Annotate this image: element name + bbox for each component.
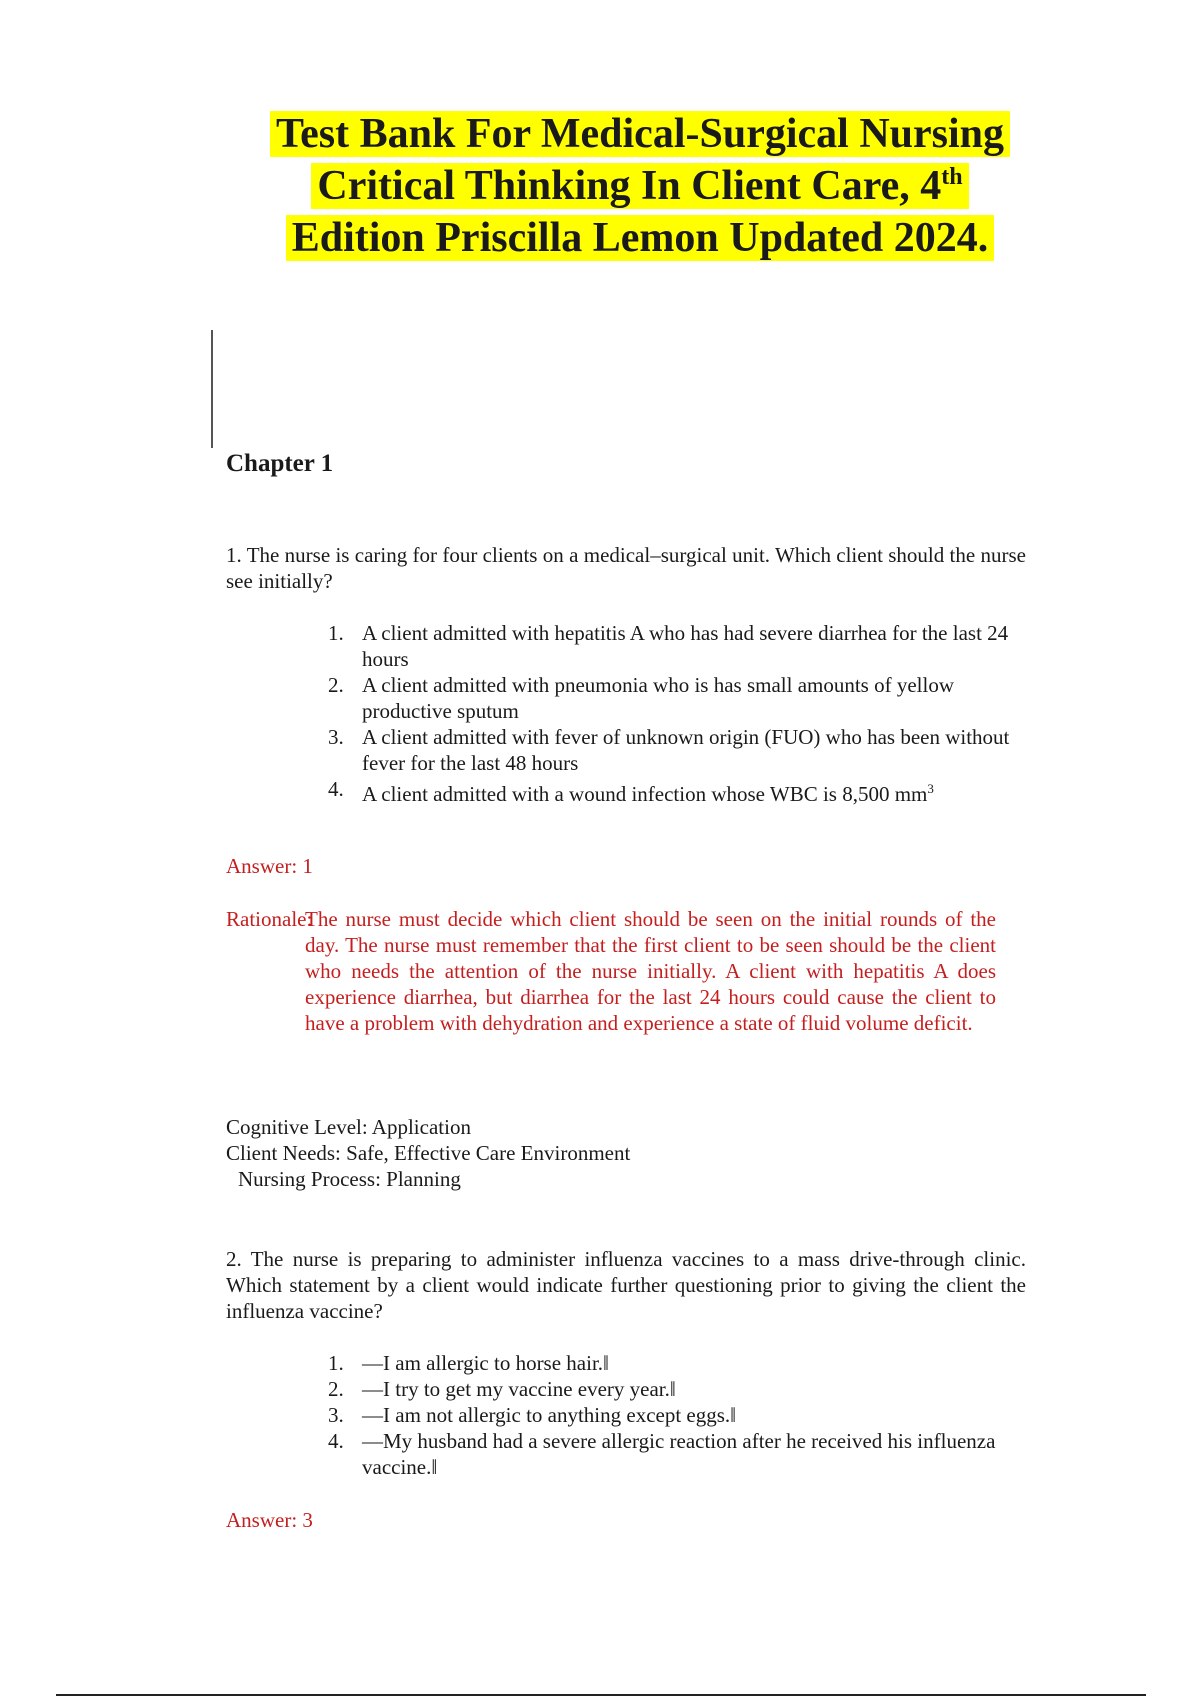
- option-item: [322, 620, 1022, 672]
- option-text: A client admitted with pneumonia who is has small amounts of yellow productive sputum: [362, 673, 954, 723]
- option-item: [322, 1428, 1022, 1480]
- question-text: The nurse is preparing to administer influenza vaccines to a mass drive-through clinic. Which statement by a client would indicate further questioning prior to giving the client the influenza vaccine?: [226, 1247, 1026, 1323]
- client-needs: Client Needs: Safe, Effective Care Environment: [226, 1141, 631, 1165]
- option-item: [322, 1376, 1022, 1402]
- option-number: 2.: [328, 673, 344, 697]
- option-text: —I am allergic to horse hair.‖: [362, 1351, 609, 1375]
- option-number: 2.: [328, 1377, 344, 1401]
- question-1-rationale: [226, 906, 996, 1036]
- nursing-process: Nursing Process: Planning: [238, 1167, 461, 1191]
- option-item: [322, 1402, 1022, 1428]
- rationale-text: The nurse must decide which client should be seen on the initial rounds of the day. The nurse must remember that the first client to be seen should be the client who needs the attention of the nurse initially. A client with hepatitis A does experience diarrhea, but diarrhea for the last 24 hours could cause the client to have a problem with dehydration and experience a state of fluid volume deficit.: [305, 907, 996, 1035]
- option-superscript: 3: [927, 781, 934, 796]
- option-item: [322, 1350, 1022, 1376]
- cognitive-level: Cognitive Level: Application: [226, 1115, 471, 1139]
- rationale-label: Rationale:: [226, 907, 313, 931]
- document-title: [230, 108, 1050, 264]
- option-number: 1.: [328, 621, 344, 645]
- option-text: —My husband had a severe allergic reaction after he received his influenza vaccine.‖: [362, 1429, 996, 1479]
- margin-bar: [211, 330, 213, 448]
- page-bottom-rule: [56, 1694, 1146, 1696]
- option-item: [322, 724, 1022, 776]
- option-text: A client admitted with a wound infection whose WBC is 8,500 mm: [362, 782, 928, 806]
- title-line-1: Test Bank For Medical-Surgical Nursing: [270, 111, 1010, 157]
- option-text: —I am not allergic to anything except eggs.‖: [362, 1403, 737, 1427]
- question-number: 1.: [226, 543, 242, 567]
- option-item: [322, 776, 1022, 807]
- option-number: 4.: [328, 777, 344, 801]
- question-1-answer: Answer: 1: [226, 854, 313, 878]
- option-number: 1.: [328, 1351, 344, 1375]
- chapter-heading: Chapter 1: [226, 450, 334, 477]
- question-1-stem: [226, 542, 1026, 594]
- title-line-2: Critical Thinking In Client Care, 4th: [311, 163, 968, 209]
- question-2-stem: [226, 1246, 1026, 1324]
- question-number: 2.: [226, 1247, 242, 1271]
- option-number: 3.: [328, 725, 344, 749]
- option-number: 4.: [328, 1429, 344, 1453]
- question-text: The nurse is caring for four clients on a medical–surgical unit. Which client should the nurse see initially?: [226, 543, 1026, 593]
- option-item: [322, 672, 1022, 724]
- option-text: A client admitted with fever of unknown origin (FUO) who has been without fever for the last 48 hours: [362, 725, 1010, 775]
- title-edition-superscript: th: [941, 164, 963, 190]
- question-2-options: [322, 1350, 1022, 1480]
- question-1-options: [322, 620, 1022, 807]
- title-line-3: Edition Priscilla Lemon Updated 2024.: [286, 215, 995, 261]
- question-2-answer: Answer: 3: [226, 1508, 313, 1532]
- option-text: A client admitted with hepatitis A who has had severe diarrhea for the last 24 hours: [362, 621, 1009, 671]
- option-number: 3.: [328, 1403, 344, 1427]
- option-text: —I try to get my vaccine every year.‖: [362, 1377, 676, 1401]
- question-1-metadata: [226, 1114, 630, 1192]
